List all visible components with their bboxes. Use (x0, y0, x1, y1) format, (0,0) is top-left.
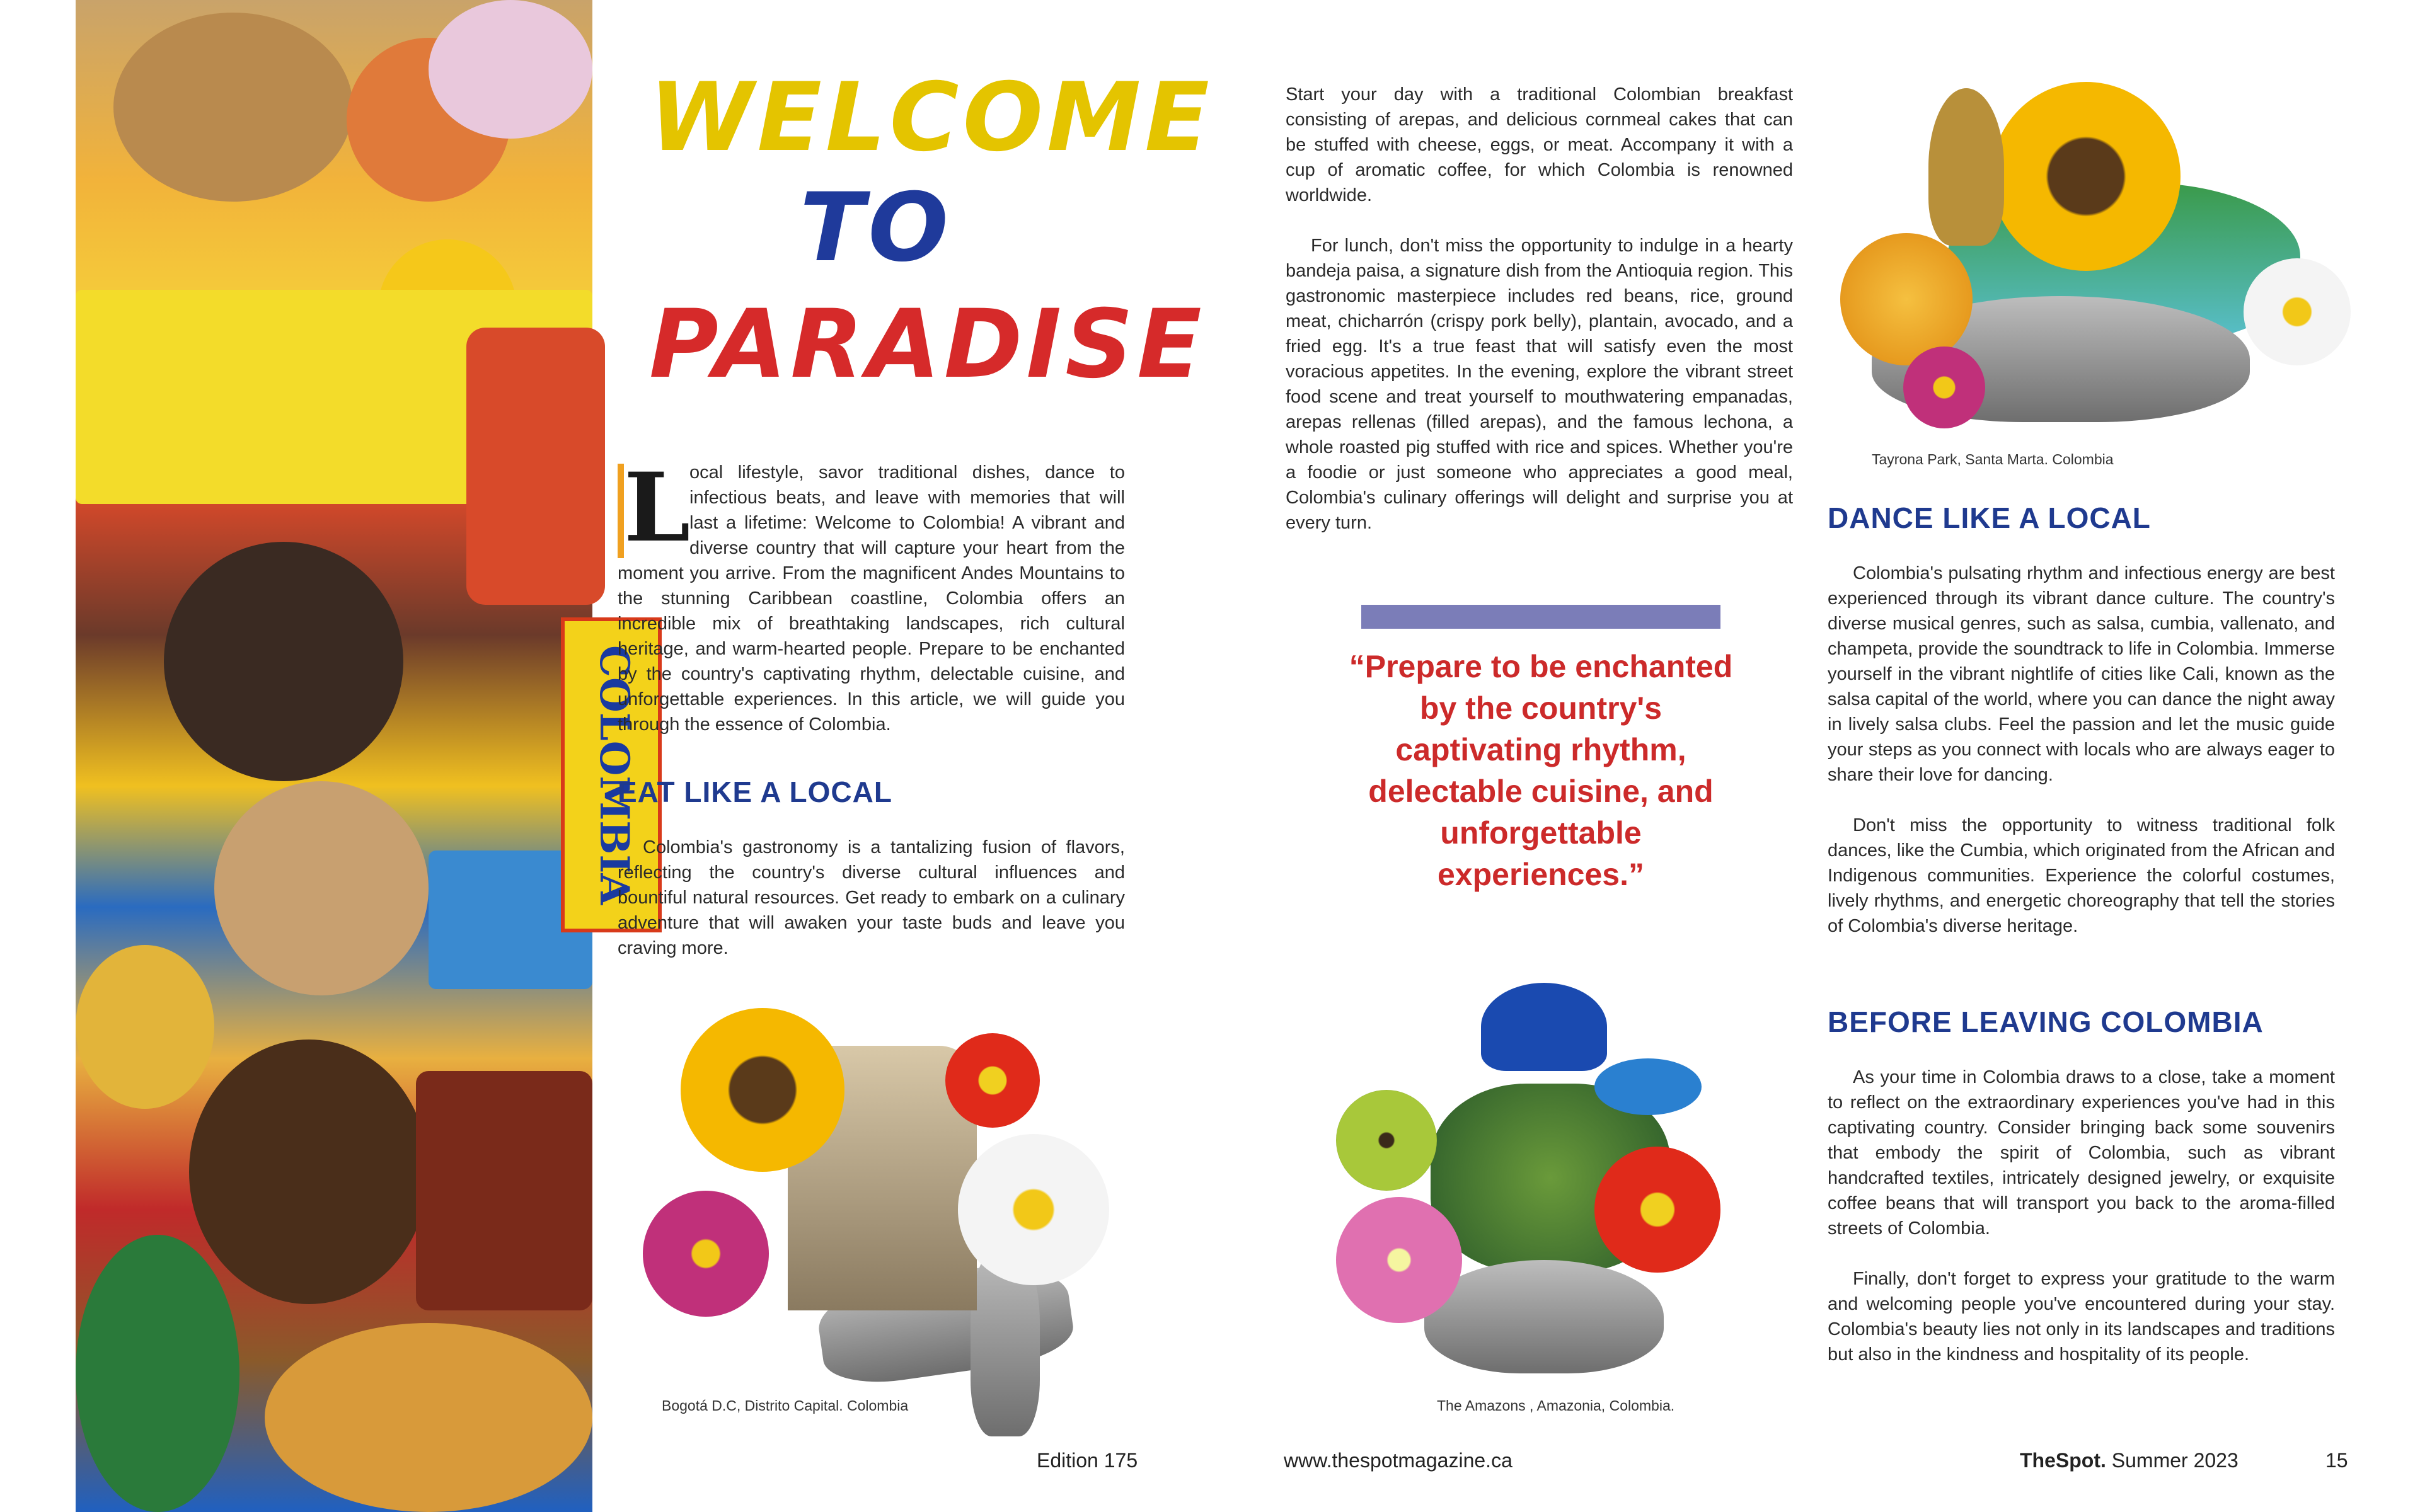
heading-before-leaving: BEFORE LEAVING COLOMBIA (1828, 1005, 2264, 1038)
caption-tayrona: Tayrona Park, Santa Marta. Colombia (1872, 451, 2114, 467)
edition-number: Edition 175 (1037, 1449, 1138, 1472)
colombia-sign: COLOMBIA (561, 617, 662, 932)
breakfast-paragraph: Start your day with a traditional Colombian breakfast consisting of arepas, and delicious cornmeal cakes that can be stuffed with cheese, eggs, or meat. Accompany it with a cup of aromatic coffee, for which Colombia is renowned worldwide. (1286, 84, 1793, 205)
bogota-illustration (643, 983, 1109, 1411)
dance-paragraph-2: Don't miss the opportunity to witness traditional folk dances, like the Cumbia, which originated from the African and Indigenous communities. Experience the colorful costumes, lively rhythms, and energetic choreography that tell the stories of Colombia's diverse heritage. (1828, 815, 2335, 936)
issue-label (2020, 1449, 2238, 1472)
title-line-paradise: PARADISE (649, 290, 1206, 399)
caption-amazons: The Amazons , Amazonia, Colombia. (1437, 1397, 1675, 1414)
caption-bogota: Bogotá D.C, Distrito Capital. Colombia (662, 1397, 909, 1414)
photo-collage (76, 0, 638, 1512)
pull-quote: “Prepare to be enchanted by the country's captivating rhythm, delectable cuisine, and unforgettable experiences.” (1349, 649, 1733, 892)
title-line-welcome: WELCOME (649, 63, 1213, 173)
heading-dance-like-a-local: DANCE LIKE A LOCAL (1828, 501, 2151, 534)
tayrona-illustration (1834, 69, 2351, 447)
brand-name: TheSpot. (2020, 1449, 2106, 1472)
leaving-paragraph-1: As your time in Colombia draws to a close, take a moment to reflect on the extraordinary experiences you've had in this captivating country. Consider bringing back some souvenirs that embody the spirit of Colombia, such as vibrant handcrafted textiles, intricately designed jewelry, or exquisite coffee beans that will transport you back to the aroma-filled streets of Colombia. (1828, 1067, 2335, 1239)
title-line-to: TO (800, 173, 952, 283)
intro-text: ocal lifestyle, savor traditional dishes, dance to infectious beats, and leave with memories that will last a lifetime: Welcome to Colombia! A vibrant and diverse country that will capture your heart from the moment you arrive. From the magnificent Andes Mountains to the stunning Caribbean coastline, Colombia offers an incredible mix of breathtaking landscapes, rich cultural heritage, and warm-hearted people. Prepare to be enchanted by the country's captivating rhythm, delectable cuisine, and unforgettable experiences. In this article, we will guide you through the essence of Colombia. (618, 462, 1125, 735)
column-two (1286, 82, 1793, 536)
magazine-url[interactable]: www.thespotmagazine.ca (1284, 1449, 1512, 1472)
lunch-paragraph: For lunch, don't miss the opportunity to indulge in a hearty bandeja paisa, a signature dish from the Antioquia region. This gastronomic masterpiece includes red beans, rice, ground meat, chicharrón (crispy pork belly), plantain, avocado, and a fried egg. It's a true feast that will satisfy even the most voracious appetites. In the evening, explore the vibrant street food scene and treat yourself to mouthwatering empanadas, arepas rellenas (filled arepas), and the famous lechona, a whole roasted pig stuffed with rice and spices. Whether you're a foodie or just someone who appreciates a good meal, Colombia's culinary offerings will delight and surprise you at every turn. (1286, 236, 1793, 533)
page-number: 15 (2325, 1449, 2348, 1472)
leaving-paragraph-2: Finally, don't forget to express your gratitude to the warm and welcoming people you've encountered during your stay. Colombia's beauty lies not only in its landscapes and traditions but also in the kindness and hospitality of its people. (1828, 1269, 2335, 1365)
intro-paragraph (618, 452, 1125, 737)
issue-season: Summer 2023 (2111, 1449, 2238, 1472)
heading-eat-like-a-local: EAT LIKE A LOCAL (618, 776, 892, 808)
dance-paragraph-1: Colombia's pulsating rhythm and infectious energy are best experienced through its vibrant dance culture. The country's diverse musical genres, such as salsa, cumbia, vallenato, and champeta, provide the soundtrack to life in Colombia. Immerse yourself in the vibrant nightlife of cities like Cali, known as the salsa capital of the world, where you can dance the night away in lively salsa clubs. Feel the passion and let the music guide your steps as you connect with locals who are always eager to share their love for dancing. (1828, 563, 2335, 785)
quote-bar (1361, 605, 1720, 629)
amazons-illustration (1323, 983, 1765, 1399)
drop-cap: L (618, 464, 681, 558)
eat-paragraph: Colombia's gastronomy is a tantalizing fusion of flavors, reflecting the country's diverse cultural influences and bountiful natural resources. Get ready to embark on a culinary adventure that will awaken your taste buds and leave you craving more. (618, 837, 1125, 958)
